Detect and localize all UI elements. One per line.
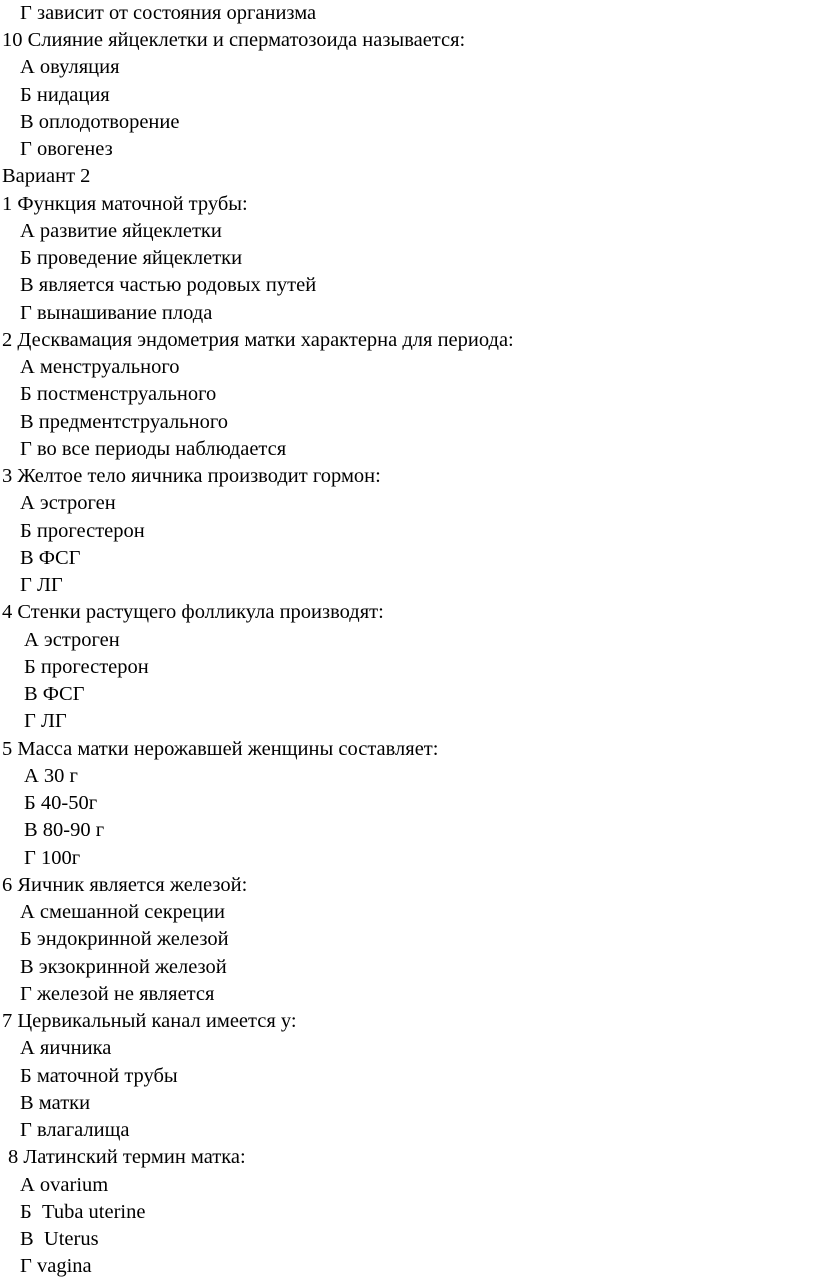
answer-option: Г овогенез (20, 138, 113, 160)
question-text: 7 Цервикальный канал имеется у: (2, 1010, 297, 1032)
answer-option: Б 40-50г (24, 792, 98, 814)
answer-option: Б маточной трубы (20, 1065, 178, 1087)
question-text: 4 Стенки растущего фолликула производят: (2, 601, 384, 623)
question-text: 1 Функция маточной трубы: (2, 193, 248, 215)
answer-option: А яичника (20, 1037, 112, 1059)
answer-option: В матки (20, 1092, 91, 1114)
answer-option: В оплодотворение (20, 111, 180, 133)
answer-option: А эстроген (20, 492, 116, 514)
answer-option: Г ЛГ (24, 710, 67, 732)
answer-option: В экзокринной железой (20, 956, 227, 978)
question-text: 5 Масса матки нерожавшей женщины составляет: (2, 738, 439, 760)
answer-option: Б нидация (20, 84, 110, 106)
answer-option: Б проведение яйцеклетки (20, 247, 243, 269)
answer-option: В ФСГ (24, 683, 85, 705)
answer-option: Г vagina (20, 1255, 92, 1277)
answer-option: Г железой не является (20, 983, 215, 1005)
question-text: 3 Желтое тело яичника производит гормон: (2, 465, 381, 487)
question-text: 6 Яичник является железой: (2, 874, 248, 896)
answer-option: Г во все периоды наблюдается (20, 438, 287, 460)
answer-option: Г ЛГ (20, 574, 63, 596)
answer-option: Г вынашивание плода (20, 302, 213, 324)
answer-option: Г влагалища (20, 1119, 130, 1141)
answer-option: В 80-90 г (24, 819, 105, 841)
answer-option: А ovarium (20, 1174, 109, 1196)
answer-option: Г зависит от состояния организма (20, 2, 317, 24)
answer-option: Б Tuba uterine (20, 1201, 146, 1223)
answer-option: Б постменструального (20, 383, 217, 405)
answer-option: А развитие яйцеклетки (20, 220, 222, 242)
question-text: 8 Латинский термин матка: (8, 1146, 246, 1168)
question-text: 2 Десквамация эндометрия матки характерна для периода: (2, 329, 514, 351)
answer-option: В Uterus (20, 1228, 99, 1250)
answer-option: В предментструального (20, 411, 229, 433)
answer-option: А смешанной секреции (20, 901, 225, 923)
answer-option: А овуляция (20, 56, 120, 78)
answer-option: В является частью родовых путей (20, 274, 317, 296)
answer-option: А эстроген (24, 629, 120, 651)
answer-option: А 30 г (24, 765, 78, 787)
answer-option: Б прогестерон (20, 520, 145, 542)
answer-option: В ФСГ (20, 547, 81, 569)
question-text: 10 Слияние яйцеклетки и сперматозоида называется: (2, 29, 466, 51)
answer-option: Б прогестерон (24, 656, 149, 678)
answer-option: Г 100г (24, 847, 81, 869)
answer-option: Б эндокринной железой (20, 928, 229, 950)
answer-option: А менструального (20, 356, 180, 378)
variant-heading: Вариант 2 (2, 165, 91, 187)
